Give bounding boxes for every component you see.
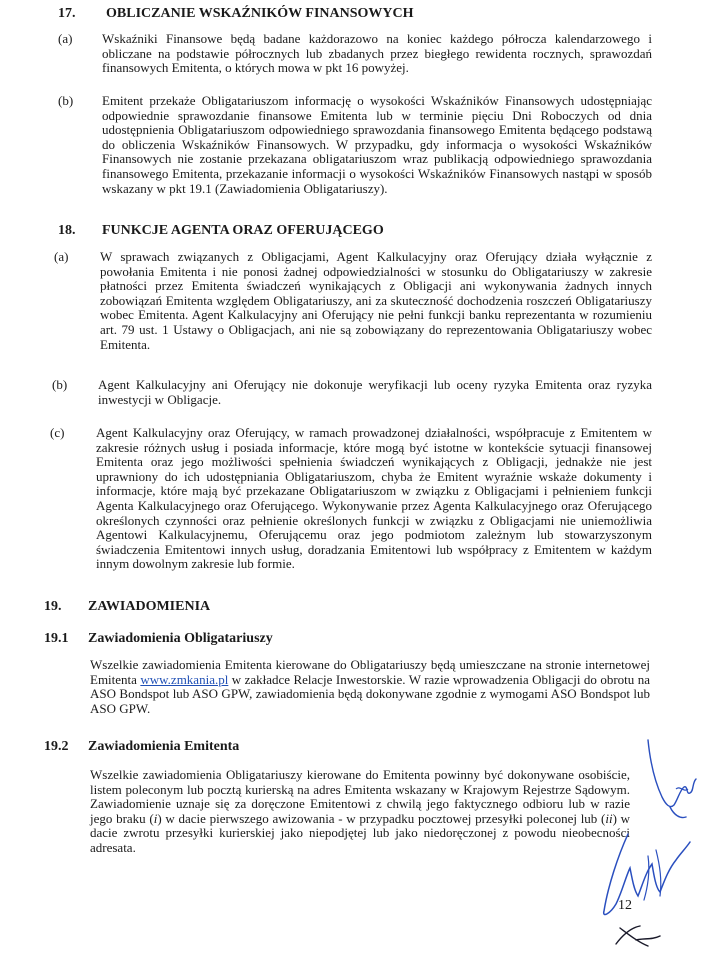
section-17a-text: Wskaźniki Finansowe będą badane każdorazowo na koniec każdego półrocza kalendarzowego i obliczane na podstawie półrocznych lub zbadanych przez biegłego rewidenta rocznych, sprawozdań finansowych Emitenta, o których mowa w pkt 16 powyżej. xyxy=(102,31,652,76)
section-19-1-text-before: Wszelkie zawiadomienia Emitenta kierowane do Obligatariuszy będą umieszczane na stronie internetowej Emitenta xyxy=(90,657,650,687)
section-19-2-text-3: ) w dacie zwrotu przesyłki kurierskiej jako niepodjętej lub jako niedoręczonej z powodu nieobecności adresata. xyxy=(90,810,630,855)
section-18b-label: (b) xyxy=(52,377,68,392)
section-19-2-text xyxy=(90,768,630,856)
section-18-number: 18. xyxy=(58,223,76,238)
section-18a-label: (a) xyxy=(54,249,69,264)
section-17a xyxy=(58,31,652,76)
section-19-2-number: 19.2 xyxy=(44,739,69,754)
section-18b-text: Agent Kalkulacyjny ani Oferujący nie dokonuje weryfikacji lub oceny ryzyka Emitenta oraz ryzyka inwestycji w Obligacje. xyxy=(98,377,652,407)
section-19-1-text xyxy=(90,658,650,716)
section-18a xyxy=(54,249,652,352)
roman-numeral-i: i xyxy=(153,810,158,826)
section-18c-text: Agent Kalkulacyjny oraz Oferujący, w ramach prowadzonej działalności, współpracuje z Emitentem w zakresie różnych usług i posiada informacje, które mogą być istotne w kontekście sytuacji finansowej Emitenta oraz jego możliwości spełnienia świadczeń wynikających z Obligacji, jednakże nie jest uprawniony do ich udostępniania Obligatariuszom, chyba że Emitent wyraźnie wskaże dokumenty i informacje, które mają być przekazane Obligatariuszom w związku z Obligacjami i pełnieniem funkcji Agenta Kalkulacyjnego oraz Oferującego. Wykonywanie przez Agenta Kalkulacyjnego oraz Oferującego określonych czynności oraz pełnienie określonych funkcji w związku z Obligacjami nie uniemożliwia Agentowi Kalkulacyjnemu, Oferującemu oraz jego podmiotom zależnym lub stowarzyszonym świadczenia Emitentowi innych usług, doradzania Emitentowi lub współpracy z Emitentem w każdym innym dowolnym zakresie lub formie. xyxy=(96,425,652,572)
emitent-website-link[interactable]: www.zmkania.pl xyxy=(140,671,229,687)
section-18c xyxy=(50,425,652,572)
page-number: 12 xyxy=(618,898,632,913)
signature-2-icon xyxy=(590,826,694,926)
roman-numeral-ii: ii xyxy=(605,810,613,826)
section-19-title: ZAWIADOMIENIA xyxy=(88,599,211,614)
section-17-title: OBLICZANIE WSKAŹNIKÓW FINANSOWYCH xyxy=(106,6,414,21)
signature-1-icon xyxy=(640,735,698,825)
section-17b-label: (b) xyxy=(58,93,74,108)
section-17b xyxy=(58,93,652,196)
section-18c-label: (c) xyxy=(50,425,65,440)
section-18b xyxy=(52,377,652,407)
section-18a-text: W sprawach związanych z Obligacjami, Agent Kalkulacyjny oraz Oferujący działa wyłącznie z powołania Emitenta i nie ponosi żadnej odpowiedzialności w stosunku do Obligatariuszy w zakresie płatności przez Emitenta świadczeń wynikających z Obligacji ani wykonywania żadnych innych zobowiązań Emitenta względem Obligatariuszy, ani za skuteczność dochodzenia roszczeń Obligatariuszy wobec Emitenta. Agent Kalkulacyjny ani Oferujący nie pełni funkcji banku reprezentanta w rozumieniu art. 79 ust. 1 Ustawy o Obligacjach, ani nie są zobowiązany do reprezentowania Obligatariuszy wobec Emitenta. xyxy=(100,249,652,352)
section-19-1-number: 19.1 xyxy=(44,631,69,646)
section-18-title: FUNKCJE AGENTA ORAZ OFERUJĄCEGO xyxy=(102,223,384,238)
section-17-number: 17. xyxy=(58,6,76,21)
section-19-1-title: Zawiadomienia Obligatariuszy xyxy=(88,631,273,646)
section-17a-label: (a) xyxy=(58,31,73,46)
section-17b-text: Emitent przekaże Obligatariuszom informację o wysokości Wskaźników Finansowych udostępniając odpowiednie sprawozdanie finansowe Emitenta lub w terminie pięciu Dni Roboczych od dnia udostępnienia Obligatariuszom odpowiedniego sprawozdania finansowego Emitenta będącego podstawą do obliczenia Wskaźników Finansowych. W przypadku, gdy informacja o wysokości Wskaźników Finansowych nie zostanie przekazana obligatariuszom wraz publikacją odpowiedniego sprawozdania finansowego Emitenta, przekazanie informacji o wysokości Wskaźników Finansowych nastąpi w sposób wskazany w pkt 19.1 (Zawiadomienia Obligatariuszy). xyxy=(102,93,652,196)
section-19-2-title: Zawiadomienia Emitenta xyxy=(88,739,240,754)
initials-icon xyxy=(612,922,664,950)
section-19-1-text-after: w zakładce Relacje Inwestorskie. W razie wprowadzenia Obligacji do obrotu na ASO Bondspot lub ASO GPW, zawiadomienia będą dokonywane zgodnie z wymogami ASO Bondspot lub ASO GPW. xyxy=(90,671,650,716)
section-19-2-text-1: Wszelkie zawiadomienia Obligatariuszy kierowane do Emitenta powinny być dokonywane osobiście, listem poleconym lub pocztą kurierską na adres Emitenta wskazany w Krajowym Rejestrze Sądowym. Zawiadomienie uznaje się za doręczone Emitentowi z chwilą jego faktycznego odbioru lub w razie jego braku ( xyxy=(90,767,630,826)
section-19-number: 19. xyxy=(44,599,62,614)
section-19-2-text-2: ) w dacie pierwszego awizowania - w przypadku pocztowej przesyłki poleconej lub ( xyxy=(157,810,606,826)
